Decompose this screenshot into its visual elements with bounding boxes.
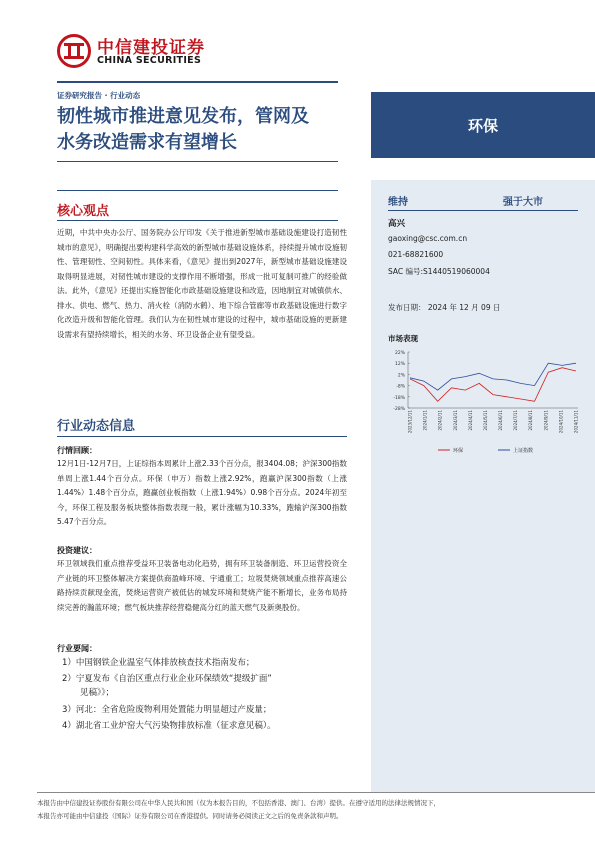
analyst-phone: 021-68821600	[388, 250, 444, 259]
news-text: 湖北省工业炉窑大气污染物排放标准（征求意见稿）。	[75, 721, 276, 731]
x-tick-label: 2023/12/11	[407, 410, 413, 434]
header-divider	[57, 81, 338, 83]
title-line-2: 水务改造需求有望增长	[57, 132, 237, 153]
y-tick-label: -18%	[393, 395, 405, 401]
footer-disclaimer-1: 本报告由中信建投证券股份有限公司在中华人民共和国（仅为本报告目的，不包括香港、澳门、台湾）提供。在遵守适用的法律法规情况下，	[37, 799, 440, 807]
list-item-continued: 见稿》》；	[80, 688, 115, 698]
y-tick-label: 2%	[397, 373, 405, 379]
x-tick-label: 2024/2/11	[437, 410, 443, 431]
news-text: 宁夏发布《自治区重点行业企业环保绩效“提级扩面”	[75, 674, 272, 684]
x-tick-label: 2024/10/11	[558, 410, 564, 434]
advice-text: 环卫领域我们重点推荐受益环卫装备电动化趋势，拥有环卫装备制造、环卫运营投资全产业链的环卫整体解决方案提供商盈峰环境、宇通重工；垃圾焚烧领域重点推荐高速公路持续贡献现金流，焚烧运营资产被低估的城发环境和焚烧产能不断增长，业务布局持续完善的瀚蓝环境；燃气板块推荐经营稳健高分红的蓝天燃气及新奥股份。	[57, 559, 347, 612]
x-tick-label: 2024/1/11	[422, 410, 428, 431]
advice-label: 投资建议：	[57, 546, 97, 555]
y-tick-label: -8%	[396, 384, 405, 390]
footer-rule	[37, 792, 595, 793]
market-review-text: 12月1日-12月7日，上证综指本周累计上涨2.33个百分点，报3404.08；沪深300指数单周上涨1.44个百分点。环保（申万）指数上涨2.92%，跑赢沪深300指数（上涨1.44%）1.48个百分点，跑赢创业板指数（上涨1.94%）0.98个百分点。2024年初至今，环保工程及服务板块整体指数表现一般，累计涨幅为10.33%，跑输沪深300指数5.47个百分点。	[57, 459, 347, 526]
news-num: 2）	[62, 674, 76, 684]
news-text: 中国钢铁企业温室气体排放核查技术指南发布；	[75, 658, 255, 668]
core-bottom-rule	[57, 220, 338, 221]
report-title	[57, 104, 347, 156]
title-underline	[57, 161, 338, 162]
legend-label: 环保	[453, 448, 464, 454]
core-heading: 核心观点	[57, 204, 110, 219]
dynamics-rule	[57, 436, 347, 437]
report-type-tag: 证券研究报告 · 行业动态	[57, 91, 141, 100]
title-line-1: 韧性城市推进意见发布，管网及	[57, 106, 309, 127]
news-text: 河北：全省危险废物利用处置能力明显超过产废量；	[75, 705, 272, 715]
company-logo-icon	[57, 34, 91, 68]
x-tick-label: 2024/9/11	[543, 410, 549, 431]
analyst-name: 高兴	[388, 219, 406, 229]
list-item	[62, 719, 352, 733]
news-label: 行业要闻：	[57, 644, 97, 653]
logo-text-en: CHINA SECURITIES	[97, 55, 202, 66]
y-tick-label: -28%	[393, 407, 405, 412]
core-text: 近期，中共中央办公厅、国务院办公厅印发《关于推进新型城市基础设施建设打造韧性城市的意见》，明确提出要构建科学高效的新型城市基础设施体系，持续提升城市设施韧性、管理韧性、空间韧性。具体来看，《意见》提出到2027年，新型城市基础设施建设取得明显进展，对韧性城市建设的支撑作用不断增强，形成一批可复制可推广的经验做法。此外，《意见》还提出实施智能化市政基础设施建设和改造，因地制宜对城镇供水、排水、供电、燃气、热力、消火栓（消防水鹤）、地下综合管廊等市政基础设施进行数字化改造升级和智能化管理。我们认为在韧性城市建设的过程中，城市基础设施的更新建设需求有望持续增长，相关的水务、环卫设备企业有望受益。	[57, 228, 347, 339]
x-tick-label: 2024/3/11	[452, 410, 458, 431]
dynamics-heading: 行业动态信息	[57, 419, 136, 434]
x-tick-label: 2024/7/11	[513, 410, 519, 431]
market-review-label: 行情回顾：	[57, 446, 97, 455]
x-tick-label: 2024/6/11	[498, 410, 504, 431]
series-line	[410, 368, 576, 402]
series-line	[410, 363, 576, 390]
footer-disclaimer-2: 本报告亦可能由中信建投（国际）证券有限公司在香港提供。同时请务必阅读正文之后的免责条款和声明。	[37, 812, 343, 820]
logo-text-cn: 中信建投证券	[97, 38, 205, 58]
rating-label: 维持	[388, 197, 408, 208]
x-tick-label: 2024/4/11	[467, 410, 473, 431]
news-num: 3）	[62, 705, 76, 715]
core-top-rule	[57, 190, 338, 191]
y-tick-label: 12%	[394, 362, 405, 368]
rating-value: 强于大市	[503, 197, 543, 208]
market-label: 市场表现	[388, 334, 418, 343]
publish-date: 发布日期： 2024 年 12 月 09 日	[388, 303, 501, 312]
market-performance-chart	[372, 346, 592, 458]
y-tick-label: 22%	[394, 351, 405, 356]
x-tick-label: 2024/11/11	[573, 410, 579, 434]
x-tick-label: 2024/8/11	[528, 410, 534, 431]
analyst-email[interactable]: gaoxing@csc.com.cn	[388, 234, 468, 243]
list-item	[62, 656, 352, 670]
x-tick-label: 2024/5/11	[482, 410, 488, 431]
list-item	[62, 672, 352, 686]
sector-label: 环保	[467, 117, 498, 135]
news-num: 4）	[62, 721, 76, 731]
news-num: 1）	[62, 658, 76, 668]
sidebar-divider	[388, 210, 578, 211]
list-item	[62, 703, 352, 717]
sac-number: SAC 编号:S1440519060004	[388, 267, 490, 276]
legend-label: 上证指数	[513, 448, 534, 454]
